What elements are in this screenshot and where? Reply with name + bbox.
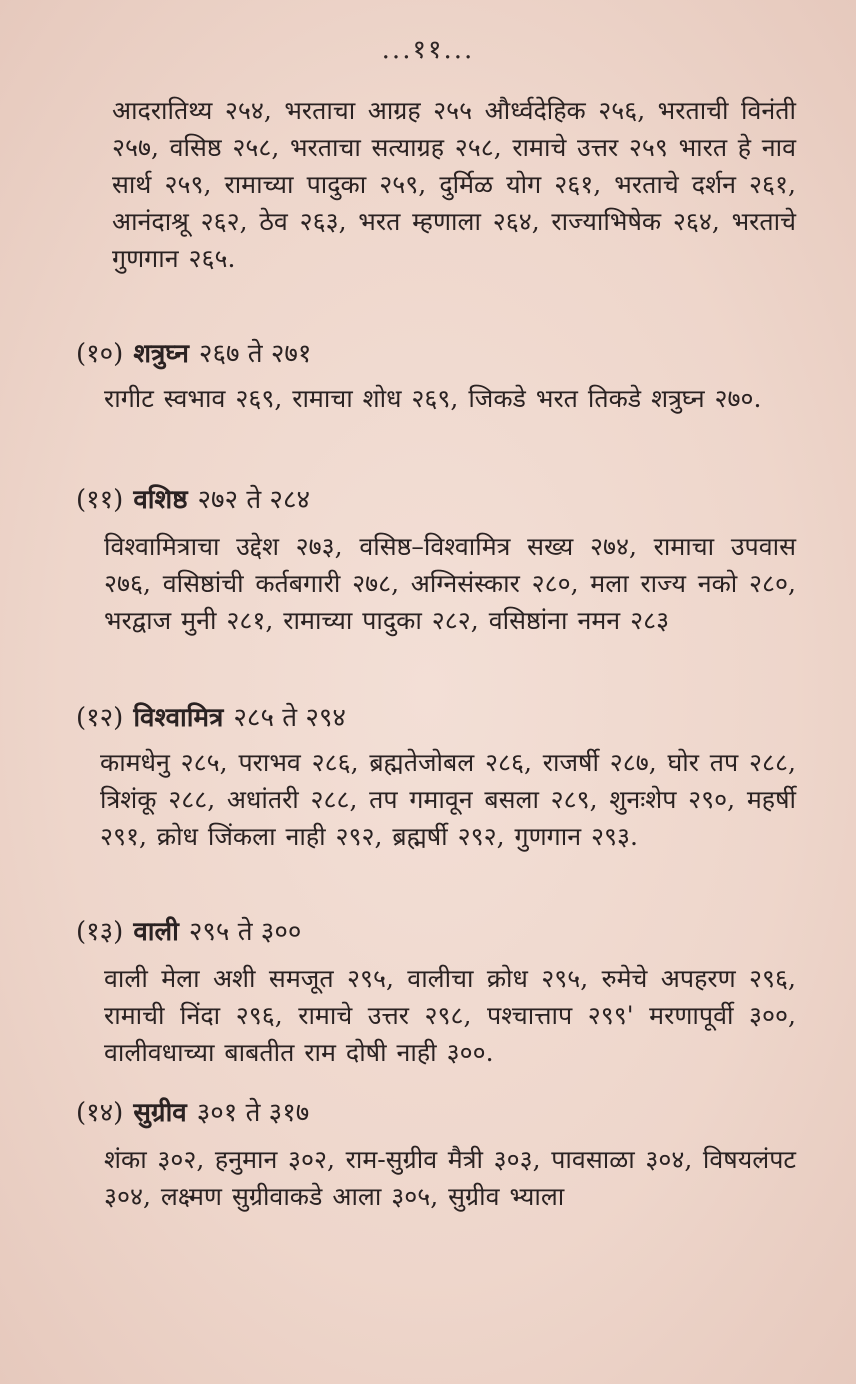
section-text-10: रागीट स्वभाव २६९, रामाचा शोध २६९, जिकडे भरत तिकडे शत्रुघ्न २७०. (104, 384, 762, 413)
section-text-14: शंका ३०२, हनुमान ३०२, राम-सुग्रीव मैत्री ३०३, पावसाळा ३०४, विषयलंपट ३०४, लक्ष्मण सुग्रीवाकडे आला ३०५, सुग्रीव भ्याला (104, 1145, 796, 1211)
section-number: (१३) (76, 917, 124, 947)
section-heading-12 (76, 700, 856, 736)
section-page-range: ३०१ ते ३१७ (196, 1098, 310, 1128)
section-page-range: २८५ ते २९४ (233, 703, 346, 733)
section-title: विश्वामित्र (133, 703, 224, 733)
section-heading-14 (76, 1095, 856, 1131)
section-title: सुग्रीव (133, 1098, 187, 1128)
index-content (0, 92, 856, 1215)
section-title: वाली (133, 917, 179, 947)
section-heading-11 (76, 482, 856, 518)
section-number: (११) (76, 485, 124, 515)
intro-paragraph: आदरातिथ्य २५४, भरताचा आग्रह २५५ और्ध्वदेहिक २५६, भरताची विनंती २५७, वसिष्ठ २५८, भरताचा सत्याग्रह २५८, रामाचे उत्तर २५९ भारत हे नाव सार्थ २५९, रामाच्या पादुका २५९, दुर्मिळ योग २६१, भरताचे दर्शन २६१, आनंदाश्रू २६२, ठेव २६३, भरत म्हणाला २६४, राज्याभिषेक २६४, भरताचे गुणगान २६५. (112, 96, 796, 273)
section-number: (१०) (76, 339, 124, 369)
section-page-range: २९५ ते ३०० (188, 917, 302, 947)
section-number: (१२) (76, 703, 124, 733)
section-page-range: २७२ ते २८४ (197, 485, 310, 515)
section-text-11: विश्वामित्राचा उद्देश २७३, वसिष्ठ–विश्वामित्र सख्य २७४, रामाचा उपवास २७६, वसिष्ठांची कर्तबगारी २७८, अग्निसंस्कार २८०, मला राज्य नको २८०, भरद्वाज मुनी २८१, रामाच्या पादुका २८२, वसिष्ठांना नमन २८३ (104, 532, 796, 635)
section-heading-10 (76, 336, 856, 372)
section-number: (१४) (76, 1098, 124, 1128)
section-title: शत्रुघ्न (133, 339, 189, 369)
section-title: वशिष्ठ (133, 485, 188, 515)
section-text-12: कामधेनु २८५, पराभव २८६, ब्रह्मतेजोबल २८६, राजर्षी २८७, घोर तप २८८, त्रिशंकू २८८, अधांतरी २८८, तप गमावून बसला २८९, शुनःशेप २९०, महर्षी २९१, क्रोध जिंकला नाही २९२, ब्रह्मर्षी २९२, गुणगान २९३. (100, 748, 796, 851)
section-page-range: २६७ ते २७१ (198, 339, 312, 369)
section-text-13: वाली मेला अशी समजूत २९५, वालीचा क्रोध २९५, रुमेचे अपहरण २९६, रामाची निंदा २९६, रामाचे उत्तर २९८, पश्चात्ताप २९९' मरणापूर्वी ३००, वालीवधाच्या बाबतीत राम दोषी नाही ३००. (104, 964, 796, 1067)
section-heading-13 (76, 914, 856, 950)
page-number: ...११... (381, 35, 475, 65)
